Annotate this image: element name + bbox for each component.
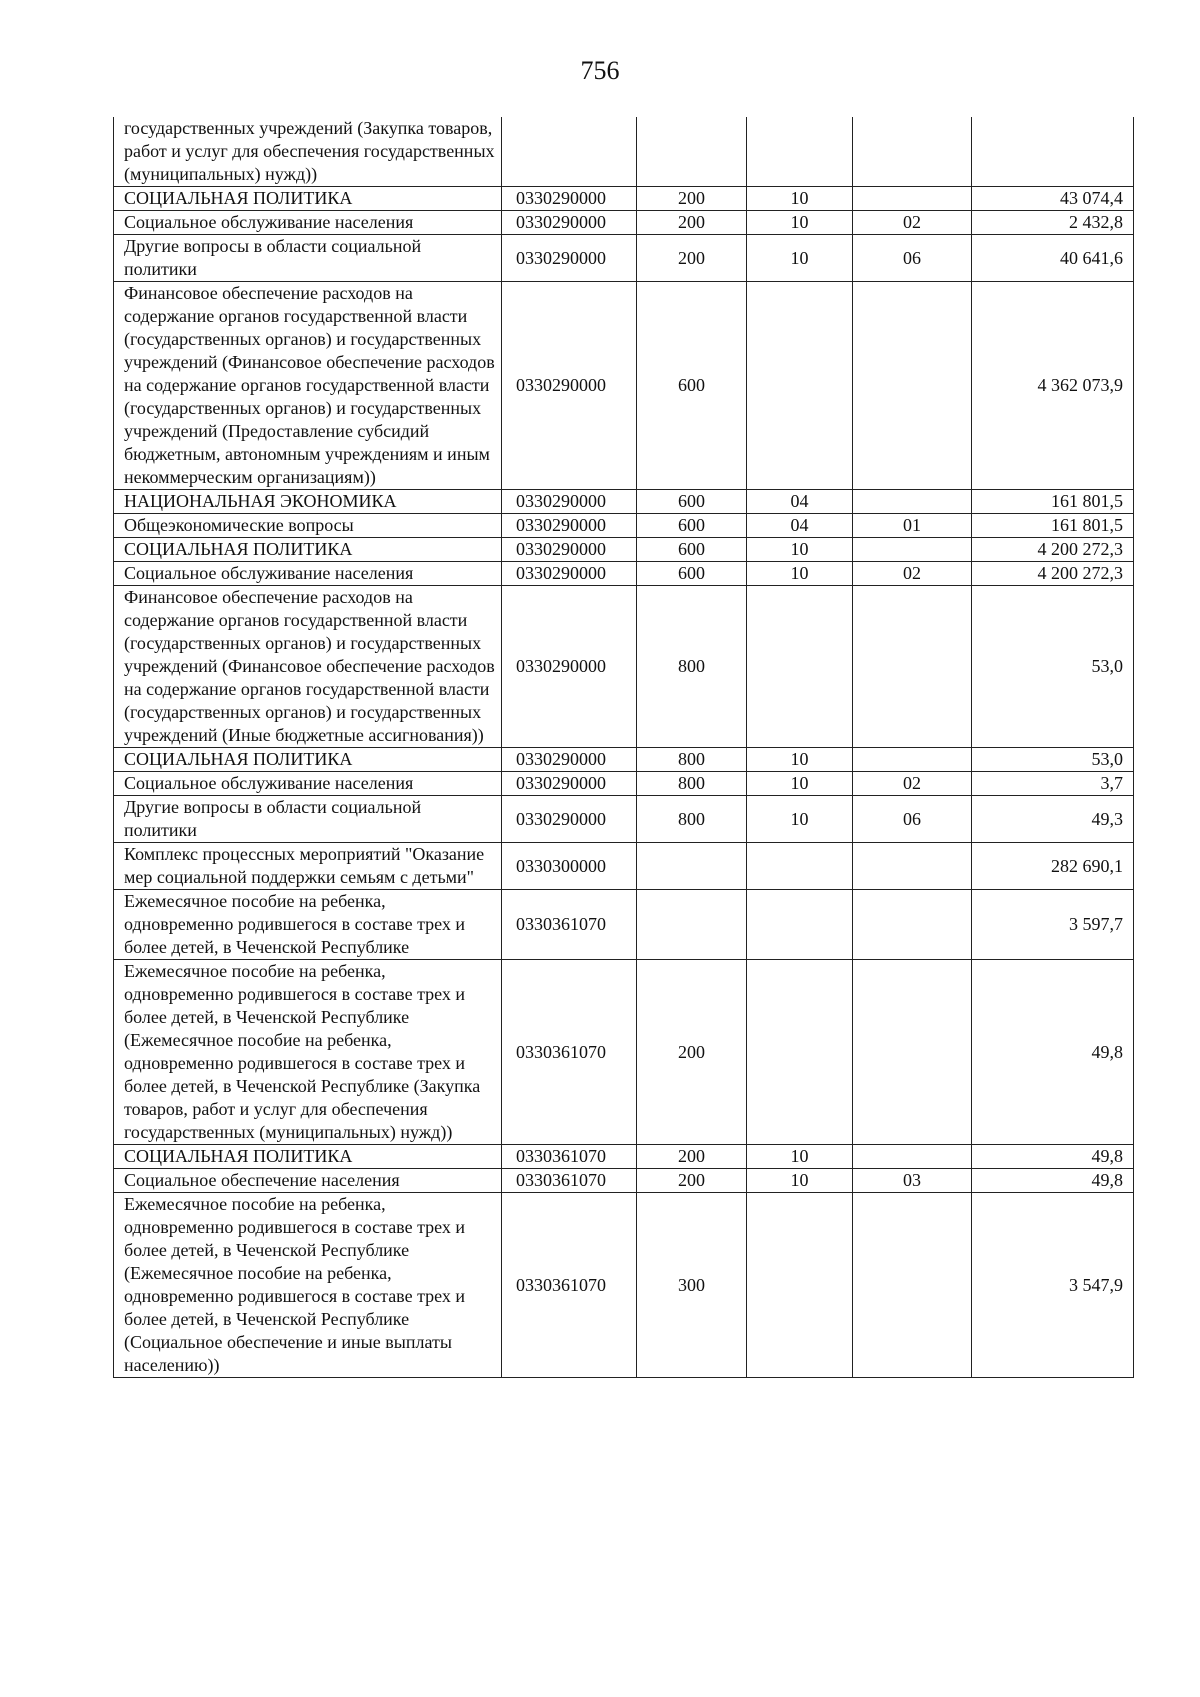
table-row bbox=[114, 235, 1134, 282]
row-amount-cell: 3,7 bbox=[972, 772, 1134, 796]
row-expense-type-cell: 200 bbox=[637, 960, 747, 1145]
table-row bbox=[114, 538, 1134, 562]
row-code-cell: 0330290000 bbox=[502, 748, 637, 772]
row-subsection-cell bbox=[853, 890, 972, 960]
row-name-cell: Социальное обслуживание населения bbox=[114, 562, 502, 586]
table-row bbox=[114, 1145, 1134, 1169]
row-code-cell: 0330290000 bbox=[502, 772, 637, 796]
row-expense-type-cell bbox=[637, 843, 747, 890]
row-expense-type-cell: 200 bbox=[637, 187, 747, 211]
row-amount-cell: 282 690,1 bbox=[972, 843, 1134, 890]
row-expense-type-cell: 600 bbox=[637, 490, 747, 514]
row-name-cell: Другие вопросы в области социальной политики bbox=[114, 796, 502, 843]
row-section-cell: 10 bbox=[747, 538, 853, 562]
table-row bbox=[114, 960, 1134, 1145]
row-subsection-cell bbox=[853, 282, 972, 490]
row-name-cell: Ежемесячное пособие на ребенка, одновременно родившегося в составе трех и более детей, в Чеченской Республике bbox=[114, 890, 502, 960]
row-subsection-cell bbox=[853, 117, 972, 187]
row-code-cell: 0330361070 bbox=[502, 960, 637, 1145]
row-expense-type-cell bbox=[637, 117, 747, 187]
row-code-cell: 0330361070 bbox=[502, 1145, 637, 1169]
table-row bbox=[114, 586, 1134, 748]
row-section-cell: 10 bbox=[747, 235, 853, 282]
table-row bbox=[114, 562, 1134, 586]
row-code-cell: 0330290000 bbox=[502, 490, 637, 514]
row-expense-type-cell: 200 bbox=[637, 235, 747, 282]
budget-table-body bbox=[114, 117, 1134, 1378]
row-subsection-cell: 02 bbox=[853, 211, 972, 235]
row-expense-type-cell: 600 bbox=[637, 282, 747, 490]
row-amount-cell: 49,8 bbox=[972, 1169, 1134, 1193]
row-subsection-cell bbox=[853, 748, 972, 772]
row-code-cell: 0330290000 bbox=[502, 796, 637, 843]
row-code-cell: 0330290000 bbox=[502, 235, 637, 282]
row-amount-cell: 2 432,8 bbox=[972, 211, 1134, 235]
row-name-cell: СОЦИАЛЬНАЯ ПОЛИТИКА bbox=[114, 748, 502, 772]
row-expense-type-cell bbox=[637, 890, 747, 960]
table-row bbox=[114, 211, 1134, 235]
row-section-cell bbox=[747, 282, 853, 490]
row-amount-cell: 53,0 bbox=[972, 748, 1134, 772]
row-section-cell: 10 bbox=[747, 796, 853, 843]
row-section-cell bbox=[747, 117, 853, 187]
table-row bbox=[114, 282, 1134, 490]
row-code-cell: 0330290000 bbox=[502, 187, 637, 211]
row-name-cell: СОЦИАЛЬНАЯ ПОЛИТИКА bbox=[114, 538, 502, 562]
row-amount-cell: 53,0 bbox=[972, 586, 1134, 748]
row-amount-cell: 3 547,9 bbox=[972, 1193, 1134, 1378]
row-amount-cell: 49,3 bbox=[972, 796, 1134, 843]
table-row bbox=[114, 748, 1134, 772]
row-subsection-cell bbox=[853, 843, 972, 890]
row-section-cell: 10 bbox=[747, 748, 853, 772]
row-amount-cell: 49,8 bbox=[972, 1145, 1134, 1169]
row-subsection-cell bbox=[853, 960, 972, 1145]
row-code-cell: 0330290000 bbox=[502, 562, 637, 586]
table-row bbox=[114, 890, 1134, 960]
row-section-cell bbox=[747, 960, 853, 1145]
row-section-cell: 10 bbox=[747, 1145, 853, 1169]
row-subsection-cell bbox=[853, 586, 972, 748]
row-amount-cell: 161 801,5 bbox=[972, 514, 1134, 538]
row-code-cell: 0330290000 bbox=[502, 514, 637, 538]
row-section-cell: 10 bbox=[747, 187, 853, 211]
row-code-cell: 0330361070 bbox=[502, 1193, 637, 1378]
table-row bbox=[114, 1193, 1134, 1378]
row-amount-cell: 161 801,5 bbox=[972, 490, 1134, 514]
row-expense-type-cell: 800 bbox=[637, 772, 747, 796]
row-subsection-cell bbox=[853, 538, 972, 562]
row-section-cell bbox=[747, 586, 853, 748]
row-section-cell: 10 bbox=[747, 211, 853, 235]
table-row bbox=[114, 117, 1134, 187]
row-name-cell: Социальное обеспечение населения bbox=[114, 1169, 502, 1193]
row-expense-type-cell: 600 bbox=[637, 562, 747, 586]
row-name-cell: Общеэкономические вопросы bbox=[114, 514, 502, 538]
row-expense-type-cell: 300 bbox=[637, 1193, 747, 1378]
row-section-cell bbox=[747, 1193, 853, 1378]
row-section-cell: 10 bbox=[747, 562, 853, 586]
budget-table bbox=[113, 117, 1134, 1378]
row-amount-cell: 4 200 272,3 bbox=[972, 562, 1134, 586]
row-section-cell: 10 bbox=[747, 1169, 853, 1193]
row-section-cell bbox=[747, 843, 853, 890]
row-name-cell: Социальное обслуживание населения bbox=[114, 772, 502, 796]
row-subsection-cell: 02 bbox=[853, 772, 972, 796]
row-expense-type-cell: 800 bbox=[637, 796, 747, 843]
row-amount-cell: 4 200 272,3 bbox=[972, 538, 1134, 562]
row-amount-cell: 3 597,7 bbox=[972, 890, 1134, 960]
row-amount-cell: 40 641,6 bbox=[972, 235, 1134, 282]
table-row bbox=[114, 1169, 1134, 1193]
row-expense-type-cell: 200 bbox=[637, 1145, 747, 1169]
row-subsection-cell: 06 bbox=[853, 796, 972, 843]
row-expense-type-cell: 800 bbox=[637, 586, 747, 748]
table-row bbox=[114, 187, 1134, 211]
row-expense-type-cell: 600 bbox=[637, 514, 747, 538]
row-subsection-cell: 02 bbox=[853, 562, 972, 586]
table-row bbox=[114, 796, 1134, 843]
row-expense-type-cell: 200 bbox=[637, 1169, 747, 1193]
row-subsection-cell: 06 bbox=[853, 235, 972, 282]
row-name-cell: СОЦИАЛЬНАЯ ПОЛИТИКА bbox=[114, 1145, 502, 1169]
row-code-cell: 0330300000 bbox=[502, 843, 637, 890]
row-subsection-cell: 01 bbox=[853, 514, 972, 538]
row-name-cell: Социальное обслуживание населения bbox=[114, 211, 502, 235]
page-number: 756 bbox=[580, 56, 620, 85]
table-row bbox=[114, 514, 1134, 538]
row-amount-cell: 4 362 073,9 bbox=[972, 282, 1134, 490]
table-row bbox=[114, 490, 1134, 514]
row-subsection-cell: 03 bbox=[853, 1169, 972, 1193]
row-subsection-cell bbox=[853, 1145, 972, 1169]
row-code-cell: 0330361070 bbox=[502, 890, 637, 960]
row-code-cell: 0330361070 bbox=[502, 1169, 637, 1193]
row-name-cell: Комплекс процессных мероприятий "Оказание мер социальной поддержки семьям с детьми" bbox=[114, 843, 502, 890]
table-row bbox=[114, 843, 1134, 890]
row-section-cell: 04 bbox=[747, 514, 853, 538]
row-subsection-cell bbox=[853, 1193, 972, 1378]
row-code-cell: 0330290000 bbox=[502, 282, 637, 490]
row-name-cell: Финансовое обеспечение расходов на содержание органов государственной власти (государственных органов) и государственных учреждений (Финансовое обеспечение расходов на содержание органов государственной власти (государственных органов) и государственных учреждений (Предоставление субсидий бюджетным, автономным учреждениям и иным некоммерческим организациям)) bbox=[114, 282, 502, 490]
row-code-cell bbox=[502, 117, 637, 187]
row-name-cell: Ежемесячное пособие на ребенка, одновременно родившегося в составе трех и более детей, в Чеченской Республике (Ежемесячное пособие на ребенка, одновременно родившегося в составе трех и более детей, в Чеченской Республике (Социальное обеспечение и иные выплаты населению)) bbox=[114, 1193, 502, 1378]
row-expense-type-cell: 800 bbox=[637, 748, 747, 772]
row-name-cell: Финансовое обеспечение расходов на содержание органов государственной власти (государственных органов) и государственных учреждений (Финансовое обеспечение расходов на содержание органов государственной власти (государственных органов) и государственных учреждений (Иные бюджетные ассигнования)) bbox=[114, 586, 502, 748]
row-name-cell: СОЦИАЛЬНАЯ ПОЛИТИКА bbox=[114, 187, 502, 211]
row-amount-cell: 43 074,4 bbox=[972, 187, 1134, 211]
row-code-cell: 0330290000 bbox=[502, 538, 637, 562]
row-amount-cell bbox=[972, 117, 1134, 187]
row-name-cell: Ежемесячное пособие на ребенка, одновременно родившегося в составе трех и более детей, в Чеченской Республике (Ежемесячное пособие на ребенка, одновременно родившегося в составе трех и более детей, в Чеченской Республике (Закупка товаров, работ и услуг для обеспечения государственных (муниципальных) нужд)) bbox=[114, 960, 502, 1145]
row-code-cell: 0330290000 bbox=[502, 586, 637, 748]
row-section-cell: 04 bbox=[747, 490, 853, 514]
row-subsection-cell bbox=[853, 187, 972, 211]
row-expense-type-cell: 200 bbox=[637, 211, 747, 235]
row-amount-cell: 49,8 bbox=[972, 960, 1134, 1145]
row-name-cell: Другие вопросы в области социальной политики bbox=[114, 235, 502, 282]
row-expense-type-cell: 600 bbox=[637, 538, 747, 562]
table-row bbox=[114, 772, 1134, 796]
row-section-cell bbox=[747, 890, 853, 960]
row-name-cell: государственных учреждений (Закупка товаров, работ и услуг для обеспечения государственных (муниципальных) нужд)) bbox=[114, 117, 502, 187]
row-name-cell: НАЦИОНАЛЬНАЯ ЭКОНОМИКА bbox=[114, 490, 502, 514]
row-code-cell: 0330290000 bbox=[502, 211, 637, 235]
row-section-cell: 10 bbox=[747, 772, 853, 796]
row-subsection-cell bbox=[853, 490, 972, 514]
